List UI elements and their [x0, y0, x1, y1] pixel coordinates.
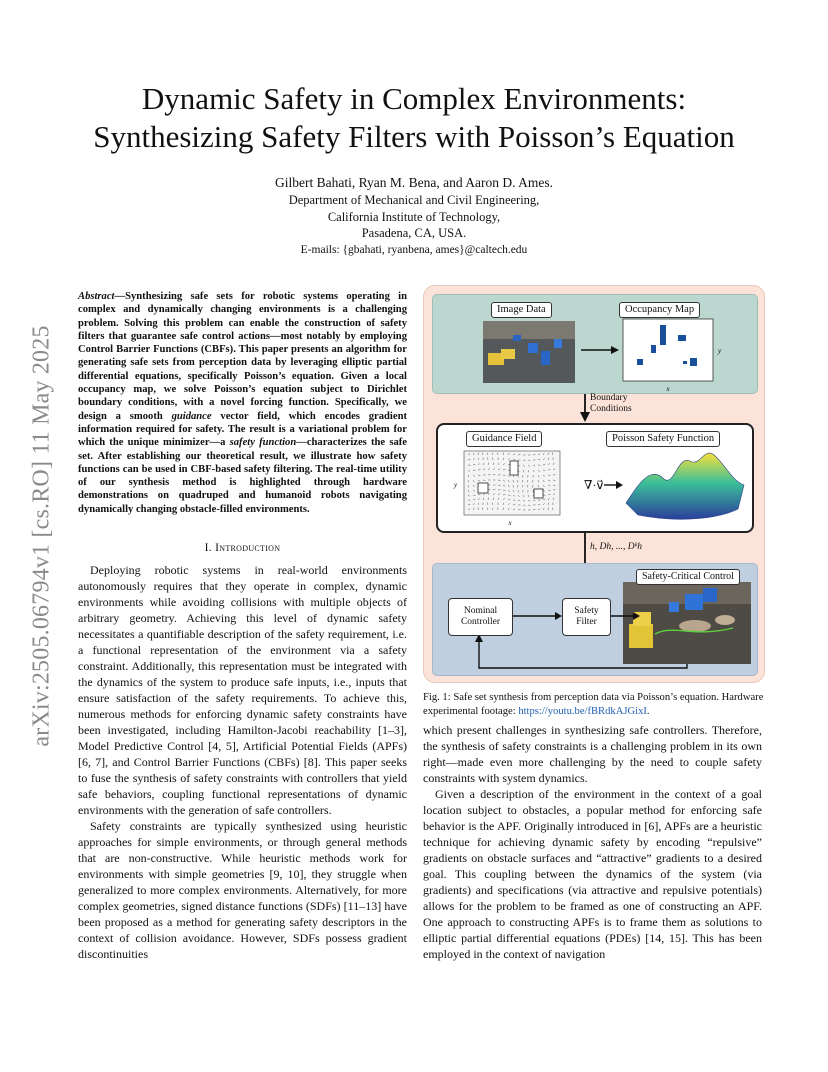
section-heading-introduction: I. Introduction — [204, 542, 281, 554]
boundary-conditions-label: Boundary Conditions — [590, 393, 632, 414]
intro-paragraph-1: Deploying robotic systems in real-world environments autonomously requires that they operate in complex, dynamic environments while avoiding collisions with multiple objects of arbitrary geometry. Achieving this level of dynamic safety necessitates a quantifiable description of the safety requirement, i.e. a functional representation of the environment via a safety constraint. Additionally, this representation must be integrated with the dynamics of the system to produce safe inputs, i.e., inputs that ensure satisfaction of the safety requirements. To achieve this, numerous methods for enforcing dynamic safety constraints have been investigated, including Hamilton-Jacobi reachability [1–3], Model Predictive Control [4, 5], Artificial Potential Fields (APFs) [6, 7], and Control Barrier Functions (CBFs) [8]. This paper seeks to fuse the synthesis of safety constraints with controllers that yield safe behaviors, coupling functional representations of dynamic environments with the generation of safe controllers. — [78, 563, 407, 817]
nominal-controller-box: Nominal Controller — [448, 598, 513, 636]
title-line-1: Dynamic Safety in Complex Environments: — [141, 81, 687, 116]
title-line-2: Synthesizing Safety Filters with Poisson’s Equation — [93, 119, 735, 154]
intro-right-column — [423, 722, 762, 962]
abstract-label: Abstract — [78, 291, 115, 302]
abstract-text-b: vector field, which encodes gradient information required for safety. The result is a variational problem for which the unique minimizer—a — [78, 410, 407, 449]
arxiv-watermark: arXiv:2505.06794v1 [cs.RO] 11 May 2025 — [28, 325, 55, 747]
abstract — [78, 290, 407, 516]
emails: E-mails: {gbahati, ryanbena, ames}@caltech.edu — [300, 243, 528, 256]
guidance-vector-field — [464, 451, 560, 515]
robot-photo — [623, 582, 751, 664]
abstract-text-c: —characterizes the safe set. After establishing our theoretical result, we illustrate how safety functions can be used in CBF-based safety filtering. The real-time utility of our synthesis method is highlighted through hardware demonstrations on quadruped and humanoid robots navigating dynamically changing obstacle-filled environments. — [78, 437, 407, 515]
affiliation — [120, 192, 708, 258]
paper-title — [40, 80, 788, 156]
divergence-label: ∇·v⃗ — [584, 478, 604, 492]
derivatives-label: h, Dh, ..., Dᵏh — [590, 542, 643, 552]
poisson-panel — [436, 423, 754, 533]
guidance-field-label: Guidance Field — [466, 431, 542, 447]
control-panel — [432, 563, 758, 676]
affiliation-line-2: California Institute of Technology, — [327, 209, 501, 224]
occupancy-map-label: Occupancy Map — [619, 302, 700, 318]
poisson-safety-function-label: Poisson Safety Function — [606, 431, 720, 447]
occupancy-axis-x: x — [666, 385, 670, 393]
abstract-em-safety-function: safety function — [229, 437, 297, 449]
occupancy-axis-y: y — [718, 347, 722, 355]
intro-paragraph-2: Safety constraints are typically synthesized using heuristic approaches for simple environments, or through general methods that are non-constructive. While heuristic methods work for environments with simple geometries [9, 10], they struggle when generalized to more complex environments. Alternatively, for more complex geometries, signed distance functions (SDFs) [11–13] have been proposed as a method for generating safety descriptors in the context of collision avoidance. However, SDFs possess gradient discontinuities — [78, 819, 407, 961]
authors: Gilbert Bahati, Ryan M. Bena, and Aaron D. Ames. — [274, 175, 554, 190]
safety-critical-control-label: Safety-Critical Control — [636, 569, 740, 585]
abstract-text-a: —Synthesizing safe sets for robotic systems operating in complex and dynamically changing environments is a challenging problem. Solving this problem can enable the construction of safety filters that guarantee safe control actions—most notably by employing Control Barrier Functions (CBFs). This paper presents an algorithm for generating safe sets from perception data by leveraging elliptic partial differential equations, specifically Poisson’s equation. Given a local occupancy map, we solve Poisson’s equation subject to Dirichlet boundary conditions, with a novel forcing function. Specifically, we design a smooth — [78, 291, 407, 422]
intro-left-column — [78, 562, 407, 962]
image-data-label: Image Data — [491, 302, 552, 318]
safety-filter-box: Safety Filter — [562, 598, 611, 636]
affiliation-line-1: Department of Mechanical and Civil Engineering, — [288, 193, 540, 207]
safety-function-surface — [626, 453, 744, 519]
intro-paragraph-3: which present challenges in synthesizing safe controllers. Therefore, the synthesis of safety constraints is a challenging problem in its own right—made even more challenging by the need to couple safety constraints with system dynamics. — [423, 723, 762, 785]
video-link[interactable]: https://youtu.be/fBRdkAJGixI — [518, 705, 647, 717]
figure-1 — [423, 285, 765, 683]
poisson-graphics — [438, 425, 756, 535]
affiliation-line-3: Pasadena, CA, USA. — [361, 226, 467, 240]
figure-caption: Fig. 1: Safe set synthesis from perception data via Poisson’s equation. Hardware experimental footage: https://youtu.be/fBRdkAJGixI. — [423, 692, 764, 717]
abstract-em-guidance: guidance — [171, 410, 212, 422]
guidance-axis-y: y — [454, 481, 458, 489]
guidance-axis-x: x — [508, 519, 512, 527]
intro-paragraph-4: Given a description of the environment in the context of a goal location subject to obstacles, a popular method for enforcing safe behavior is the APF. Originally introduced in [6], APFs are a heuristic technique for achieving dynamic safety by encoding “repulsive” gradients on obstacle surfaces and “attractive” gradients to a desired goal. This coupling between the dynamics of the system (via gradients) and specifications (via attractive and repulsive potentials) allows for the problem to be framed as one of constructing an APF. One approach to constructing APFs is to frame them as solutions to elliptic partial differential equations (PDEs) [14, 15]. This has been employed in the context of navigation — [423, 787, 762, 961]
